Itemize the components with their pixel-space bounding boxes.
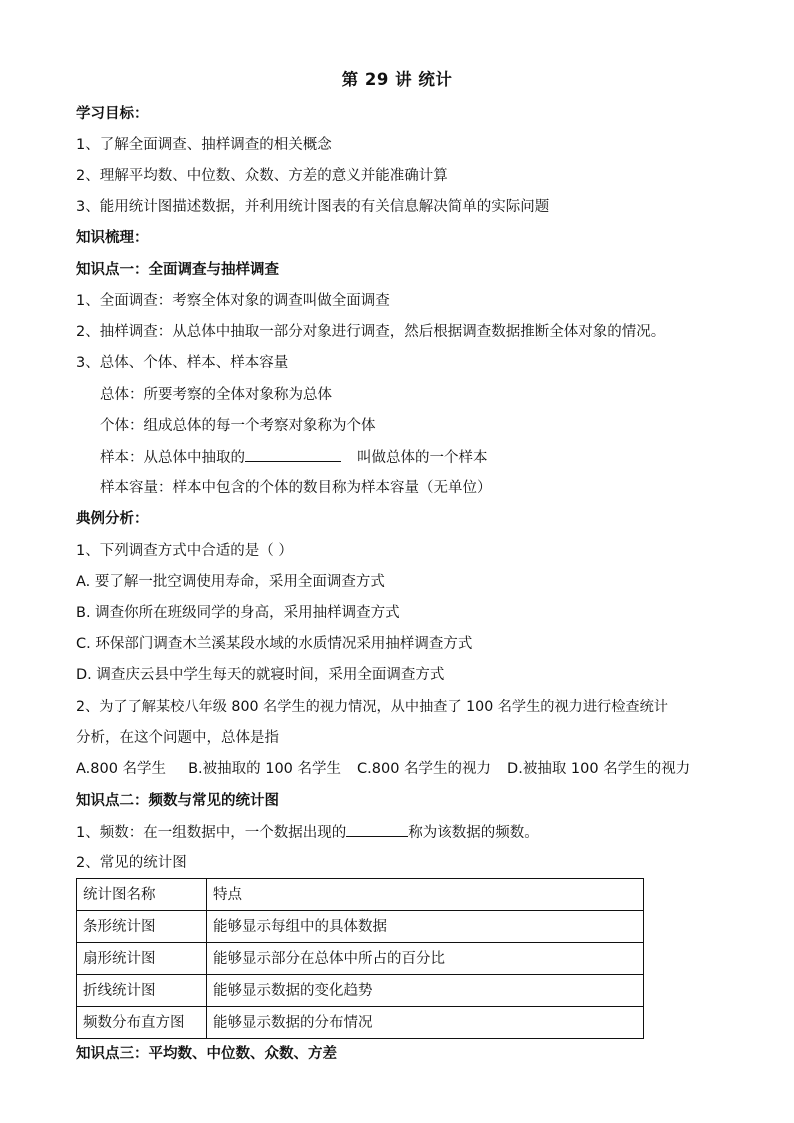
- sample-definition: [100, 447, 488, 468]
- chart-types-table: [76, 878, 644, 1039]
- frequency-definition: [76, 822, 539, 843]
- table-cell: 扇形统计图: [77, 943, 207, 975]
- frequency-prefix: 1、频数：在一组数据中，一个数据出现的: [76, 825, 347, 841]
- objective-item: 3、能用统计图描述数据，并利用统计图表的有关信息解决简单的实际问题: [76, 199, 550, 215]
- point2-heading: 知识点二：频数与常见的统计图: [76, 793, 279, 809]
- table-cell: 能够显示部分在总体中所占的百分比: [207, 943, 644, 975]
- charts-label: 2、常见的统计图: [76, 855, 187, 871]
- sample-blank[interactable]: [245, 447, 341, 462]
- individual-definition: 个体：组成总体的每一个考察对象称为个体: [100, 418, 376, 434]
- table-row: [77, 911, 644, 943]
- table-cell: 条形统计图: [77, 911, 207, 943]
- table-cell: 能够显示数据的变化趋势: [207, 975, 644, 1007]
- point1-item: 3、总体、个体、样本、样本容量: [76, 355, 289, 371]
- question-2-options: [76, 759, 690, 779]
- question-1: 1、下列调查方式中合适的是（ ）: [76, 543, 293, 559]
- table-cell: 能够显示数据的分布情况: [207, 1007, 644, 1039]
- table-row: [77, 943, 644, 975]
- question-1-option: D. 调查庆云县中学生每天的就寝时间，采用全面调查方式: [76, 667, 445, 683]
- objective-item: 1、了解全面调查、抽样调查的相关概念: [76, 137, 332, 153]
- question-1-option: C. 环保部门调查木兰溪某段水域的水质情况采用抽样调查方式: [76, 636, 473, 652]
- frequency-blank[interactable]: [346, 822, 408, 837]
- table-header-cell: 特点: [207, 879, 644, 911]
- point3-heading: 知识点三：平均数、中位数、众数、方差: [76, 1046, 337, 1062]
- objective-item: 2、理解平均数、中位数、众数、方差的意义并能准确计算: [76, 168, 448, 184]
- table-row: [77, 975, 644, 1007]
- examples-heading: 典例分析：: [76, 511, 149, 527]
- question-2-option: A.800 名学生: [76, 761, 167, 777]
- question-2-option: D.被抽取 100 名学生的视力: [507, 761, 691, 777]
- question-2-option: B.被抽取的 100 名学生: [188, 761, 342, 777]
- point1-item: 2、抽样调查：从总体中抽取一部分对象进行调查，然后根据调查数据推断全体对象的情况。: [76, 324, 666, 340]
- question-1-option: B. 调查你所在班级同学的身高，采用抽样调查方式: [76, 605, 400, 621]
- table-cell: 能够显示每组中的具体数据: [207, 911, 644, 943]
- objectives-heading: 学习目标：: [76, 106, 149, 122]
- question-1-option: A. 要了解一批空调使用寿命，采用全面调查方式: [76, 574, 385, 590]
- point1-heading: 知识点一：全面调查与抽样调查: [76, 262, 279, 278]
- page-title: 第 29 讲 统计: [341, 70, 453, 89]
- table-cell: 折线统计图: [77, 975, 207, 1007]
- table-header-cell: 统计图名称: [77, 879, 207, 911]
- table-cell: 频数分布直方图: [77, 1007, 207, 1039]
- question-2-line1: 2、为了了解某校八年级 800 名学生的视力情况，从中抽查了 100 名学生的视力进行检查统计: [76, 699, 668, 715]
- sample-prefix: 样本：从总体中抽取的: [100, 450, 245, 466]
- population-definition: 总体：所要考察的全体对象称为总体: [100, 387, 332, 403]
- table-row: [77, 1007, 644, 1039]
- table-header-row: [77, 879, 644, 911]
- knowledge-heading: 知识梳理：: [76, 230, 149, 246]
- question-2-line2: 分析，在这个问题中，总体是指: [76, 730, 279, 746]
- sample-size-definition: 样本容量：样本中包含的个体的数目称为样本容量（无单位）: [100, 480, 492, 496]
- frequency-suffix: 称为该数据的频数。: [408, 825, 539, 841]
- sample-suffix: 叫做总体的一个样本: [357, 450, 488, 466]
- question-2-option: C.800 名学生的视力: [357, 761, 492, 777]
- point1-item: 1、全面调查：考察全体对象的调查叫做全面调查: [76, 293, 390, 309]
